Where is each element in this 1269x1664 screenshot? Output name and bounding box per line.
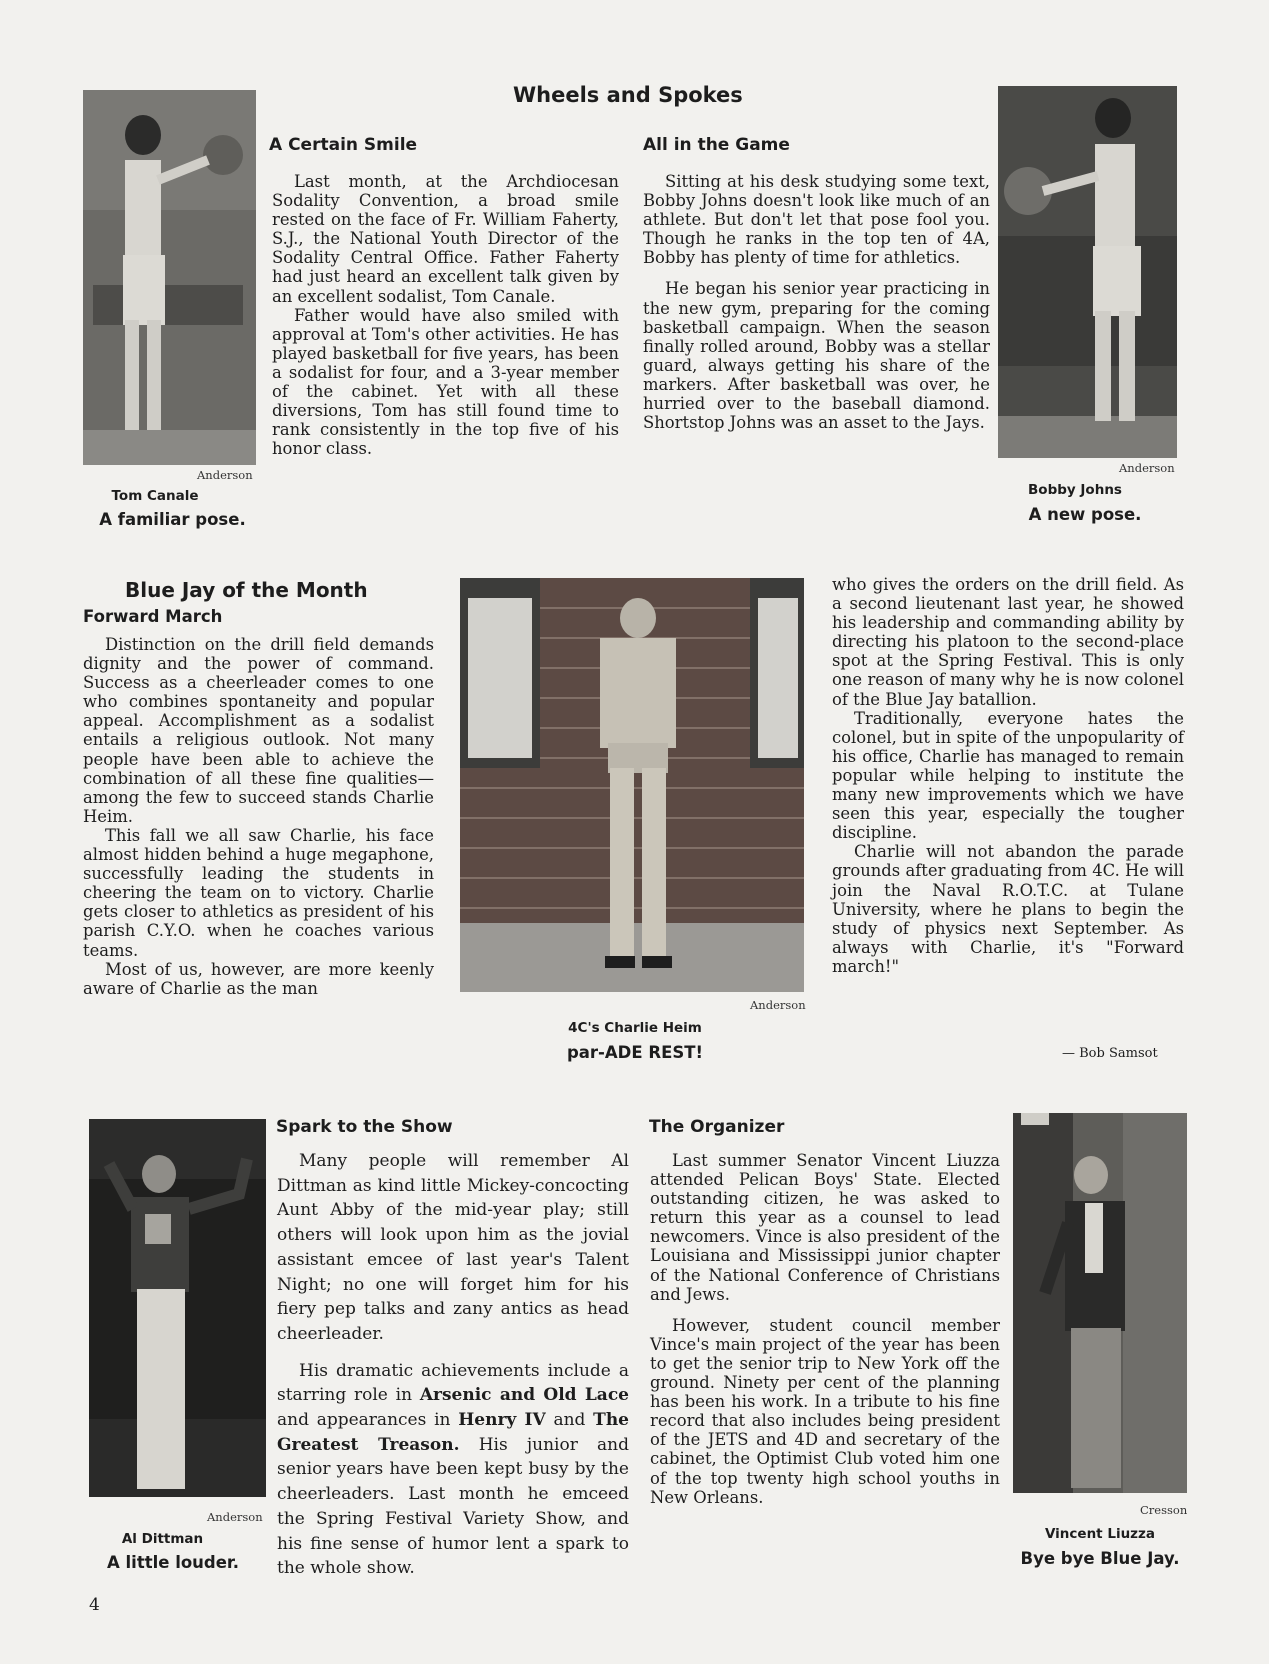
text-run: His junior and senior years have been kept busy by the cheerleaders. Last month he emceed the Spring Festival Variety Show, and his fine sense of humor lent a spark to the whole show.	[277, 1434, 629, 1579]
paragraph: Most of us, however, are more keenly aware of Charlie as the man	[83, 959, 434, 998]
paragraph: Last summer Senator Vincent Liuzza attended Pelican Boys' State. Elected outstanding citizen, he was asked to return this year as a counsel to lead newcomers. Vince is also president of the Louisiana and Mississippi junior chapter of the National Conference of Christians and Jews.	[650, 1151, 1000, 1304]
al-caption-line: A little louder.	[107, 1553, 239, 1572]
paragraph: However, student council member Vince's main project of the year has been to get the senior trip to New York off the ground. Ninety per cent of the planning has been his work. In a tribute to his fine record that also includes being president of the JETS and 4D and secretary of the cabinet, the Optimist Club voted him one of the top twenty high school youths in New Orleans.	[650, 1315, 1000, 1507]
vincent-liuzza-photo	[1013, 1113, 1187, 1493]
bobby-johns-photo	[998, 86, 1177, 458]
paragraph: He began his senior year practicing in the new gym, preparing for the coming basketball campaign. When the season finally rolled around, Bobby was a stellar guard, always getting his share of the markers. After basketball was over, he hurried over to the baseball diamond. Shortstop Johns was an asset to the Jays.	[643, 279, 990, 433]
organizer-text	[650, 1151, 1000, 1507]
charlie-caption-line: par-ADE REST!	[566, 1043, 704, 1062]
blue-jay-text-right	[832, 575, 1184, 976]
tom-photo-credit: Anderson	[197, 468, 253, 482]
paragraph: Many people will remember Al Dittman as kind little Mickey-concocting Aunt Abby of the mid-year play; still others will look upon him as the jovial assistant emcee of last year's Talent Night; no one will forget him for his fiery pep talks and zany antics as head cheerleader.	[277, 1151, 629, 1344]
charlie-heim-photo	[460, 578, 804, 992]
paragraph: Distinction on the drill field demands dignity and the power of command. Success as a cheerleader comes to one who combines spontaneity and popular appeal. Accomplishment as a sodalist entails a religious outlook. Not many people have been able to achieve the combination of all these fine qualities—among the few to succeed stands Charlie Heim.	[83, 635, 434, 826]
bobby-caption-name: Bobby Johns	[1028, 482, 1122, 498]
all-in-the-game-heading: All in the Game	[643, 135, 790, 155]
paragraph: who gives the orders on the drill field. As a second lieutenant last year, he showed his leadership and commanding ability by directing his platoon to the second-place spot at the Spring Festival. This is only one reason of many why he is now colonel of the Blue Jay batallion.	[832, 575, 1184, 709]
play-title-henry: Henry IV	[458, 1410, 546, 1431]
charlie-photo-credit: Anderson	[750, 998, 806, 1012]
paragraph: Traditionally, everyone hates the colonel, but in spite of the unpopularity of his office, Charlie has managed to remain popular while helping to institute the many new improvements which we have seen this year, especially the tougher discipline.	[832, 708, 1184, 843]
text-run: His dramatic achievements include a starring role in	[277, 1360, 629, 1406]
blue-jay-byline: — Bob Samsot	[1062, 1046, 1158, 1061]
blue-jay-subheading: Forward March	[83, 607, 223, 626]
all-in-the-game-text	[643, 172, 990, 432]
bobby-caption-line: A new pose.	[1028, 505, 1142, 524]
paragraph: Father would have also smiled with approval at Tom's other activities. He has played basketball for five years, has been a sodalist for four, and a 3-year member of the cabinet. Yet with all these diversions, Tom has still found time to rank consistently in the top five of his honor class.	[272, 305, 619, 459]
page-title: Wheels and Spokes	[513, 83, 743, 107]
charlie-caption-name: 4C's Charlie Heim	[568, 1020, 702, 1036]
text-run: and	[545, 1410, 594, 1431]
certain-smile-text	[272, 172, 619, 458]
vincent-photo-credit: Cresson	[1140, 1503, 1188, 1517]
paragraph: Sitting at his desk studying some text, Bobby Johns doesn't look like much of an athlete. But don't let that pose fool you. Though he ranks in the top ten of 4A, Bobby has plenty of time for athletics.	[643, 172, 990, 268]
al-caption-name: Al Dittman	[121, 1531, 204, 1547]
spark-heading: Spark to the Show	[276, 1117, 453, 1137]
play-title-treason: The Greatest Treason.	[277, 1410, 629, 1455]
tom-caption-line: A familiar pose.	[99, 510, 246, 529]
vincent-caption-name: Vincent Liuzza	[1044, 1526, 1156, 1542]
paragraph: Charlie will not abandon the parade grounds after graduating from 4C. He will join the Naval R.O.T.C. at Tulane University, where he plans to begin the study of physics next September. As always with Charlie, it's "Forward march!"	[832, 842, 1184, 976]
text-run: and appearances in	[277, 1410, 459, 1431]
vincent-caption-line: Bye bye Blue Jay.	[1020, 1549, 1180, 1568]
play-title-arsenic: Arsenic and Old Lace	[419, 1385, 629, 1406]
paragraph: Last month, at the Archdiocesan Sodality Convention, a broad smile rested on the face of Fr. William Faherty, S.J., the National Youth Director of the Sodality Central Office. Father Faherty had just heard an excellent talk given by an excellent sodalist, Tom Canale.	[272, 172, 619, 306]
blue-jay-heading: Blue Jay of the Month	[125, 578, 368, 602]
tom-canale-photo	[83, 90, 256, 465]
page-number: 4	[89, 1595, 100, 1615]
paragraph	[277, 1359, 629, 1581]
organizer-heading: The Organizer	[649, 1117, 785, 1137]
paragraph: This fall we all saw Charlie, his face almost hidden behind a huge megaphone, successfully leading the students in cheering the team on to victory. Charlie gets closer to athletics as president of his parish C.Y.O. when he coaches various teams.	[83, 825, 434, 960]
bobby-photo-credit: Anderson	[1119, 461, 1175, 475]
al-dittman-photo	[89, 1119, 266, 1497]
blue-jay-text-left	[83, 635, 434, 998]
al-photo-credit: Anderson	[207, 1510, 263, 1524]
tom-caption-name: Tom Canale	[111, 488, 199, 504]
spark-text	[277, 1149, 629, 1581]
certain-smile-heading: A Certain Smile	[269, 135, 418, 155]
